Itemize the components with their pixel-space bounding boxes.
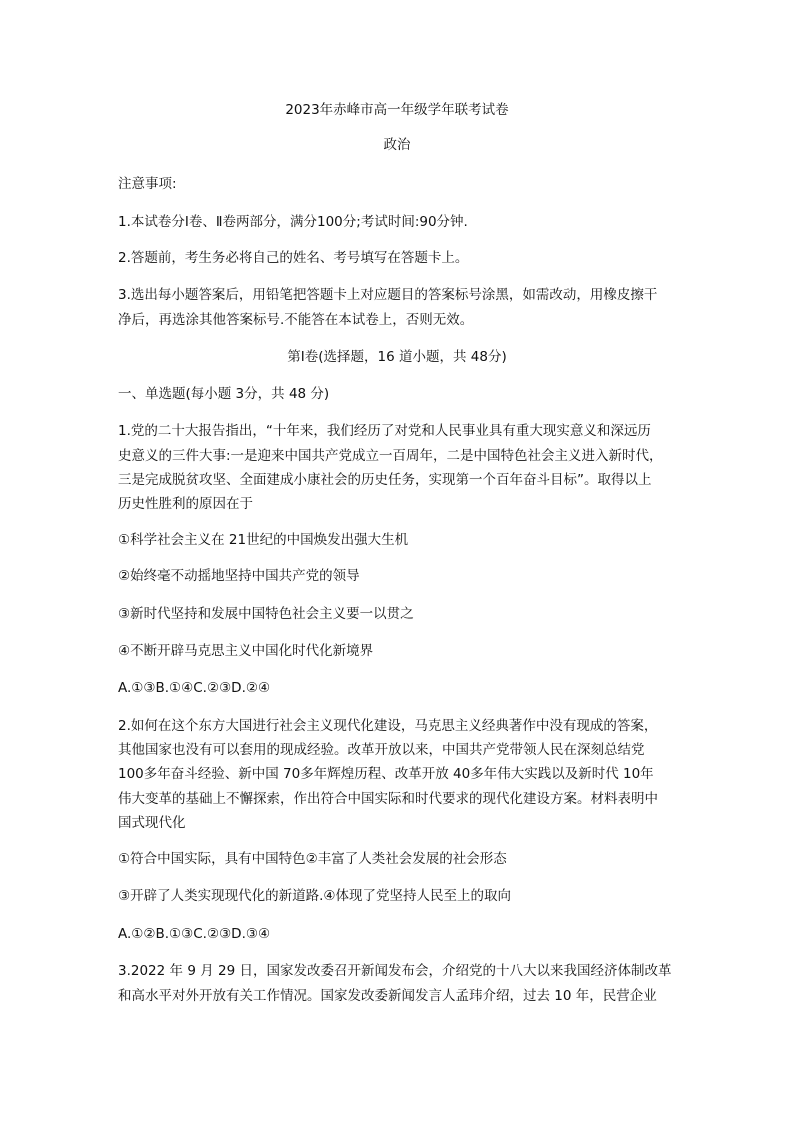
q1-option-1: ①科学社会主义在 21世纪的中国焕发出强大生机: [118, 532, 409, 548]
q1-option-2: ②始终毫不动摇地坚持中国共产党的领导: [118, 568, 360, 584]
q2-options-1-2: ①符合中国实际，具有中国特色②丰富了人类社会发展的社会形态: [118, 851, 507, 867]
notice-item-2: 2.答题前，考生务必将自己的姓名、考号填写在答题卡上。: [118, 250, 469, 266]
q1-stem-line-4: 历史性胜利的原因在于: [118, 496, 253, 512]
q2-options-3-4: ③开辟了人类实现现代化的新道路.④体现了党坚持人民至上的取向: [118, 888, 511, 904]
q3-stem-line-2: 和高水平对外开放有关工作情况。国家发改委新闻发言人孟玮介绍，过去 10 年，民营企业: [118, 988, 657, 1004]
q3-stem-line-1: 3.2022 年 9 月 29 日，国家发改委召开新闻发布会，介绍党的十八大以来我国经济体制改革: [118, 963, 672, 979]
exam-title: 2023年赤峰市高一年级学年联考试卷: [285, 102, 509, 118]
q1-stem-line-3: 三是完成脱贫攻坚、全面建成小康社会的历史任务，实现第一个百年奋斗目标”。取得以上: [118, 472, 652, 488]
notice-heading: 注意事项:: [118, 176, 177, 192]
exam-subject: 政治: [383, 137, 411, 153]
q1-stem-line-1: 1.党的二十大报告指出，“十年来，我们经历了对党和人民事业具有重大现实意义和深远历: [118, 423, 651, 439]
q2-stem-line-2: 其他国家也没有可以套用的现成经验。改革开放以来，中国共产党带领人民在深刻总结党: [118, 742, 645, 758]
q1-option-3: ③新时代坚持和发展中国特色社会主义要一以贯之: [118, 606, 414, 622]
notice-item-3-line-1: 3.选出每小题答案后，用铅笔把答题卡上对应题目的答案标号涂黑，如需改动，用橡皮擦干: [118, 287, 658, 303]
q2-stem-line-5: 国式现代化: [118, 815, 186, 831]
q2-stem-line-1: 2.如何在这个东方大国进行社会主义现代化建设，马克思主义经典著作中没有现成的答案，: [118, 718, 658, 734]
q2-answer-choices: A.①②B.①③C.②③D.③④: [118, 926, 271, 942]
part-heading: 一、单选题(每小题 3分，共 48 分): [118, 386, 330, 402]
q2-stem-line-4: 伟大变革的基础上不懈探索，作出符合中国实际和时代要求的现代化建设方案。材料表明中: [118, 791, 658, 807]
notice-item-3-line-2: 净后，再选涂其他答案标号.不能答在本试卷上，否则无效。: [118, 312, 474, 328]
q1-option-4: ④不断开辟马克思主义中国化时代化新境界: [118, 643, 374, 659]
notice-item-1: 1.本试卷分Ⅰ卷、Ⅱ卷两部分，满分100分;考试时间:90分钟.: [118, 214, 468, 230]
q1-answer-choices: A.①③B.①④C.②③D.②④: [118, 680, 271, 696]
q2-stem-line-3: 100多年奋斗经验、新中国 70多年辉煌历程、改革开放 40多年伟大实践以及新时代 10年: [118, 766, 654, 782]
section-title: 第Ⅰ卷(选择题，16 道小题，共 48分): [287, 349, 507, 365]
q1-stem-line-2: 史意义的三件大事:一是迎来中国共产党成立一百周年，二是中国特色社会主义进入新时代，: [118, 448, 663, 464]
